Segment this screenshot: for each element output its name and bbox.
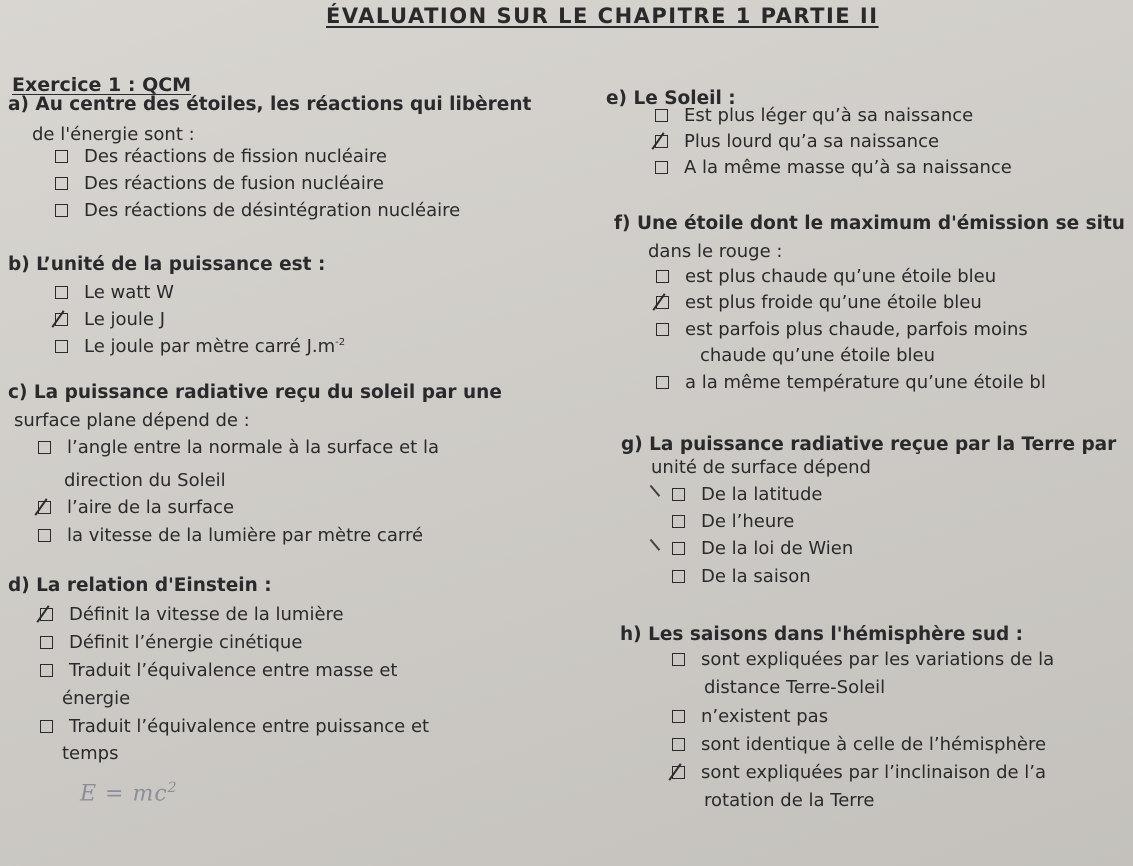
option-e2[interactable] bbox=[655, 131, 939, 152]
option-d2[interactable] bbox=[40, 632, 302, 653]
option-g1-label: De la latitude bbox=[701, 484, 823, 505]
checkbox-g2[interactable] bbox=[672, 515, 685, 528]
page-title: ÉVALUATION SUR LE CHAPITRE 1 PARTIE II bbox=[326, 4, 879, 28]
unit-exponent: -2 bbox=[335, 337, 346, 348]
option-f1-label: est plus chaude qu’une étoile bleu bbox=[685, 266, 997, 287]
option-h4-continued: rotation de la Terre bbox=[704, 790, 875, 811]
option-g3-label: De la loi de Wien bbox=[701, 538, 854, 559]
option-g2-label: De l’heure bbox=[701, 511, 795, 532]
handwritten-formula-exponent: 2 bbox=[167, 780, 178, 796]
checkbox-d1-checked[interactable] bbox=[40, 608, 53, 621]
option-d4[interactable] bbox=[40, 716, 429, 737]
checkbox-b2-checked[interactable] bbox=[55, 313, 68, 326]
option-c2-label: l’aire de la surface bbox=[67, 497, 235, 518]
checkbox-h4-checked[interactable] bbox=[672, 766, 685, 779]
checkbox-h3[interactable] bbox=[672, 738, 685, 751]
checkbox-b1[interactable] bbox=[55, 286, 68, 299]
option-f3-continued: chaude qu’une étoile bleu bbox=[700, 345, 935, 366]
option-f1[interactable] bbox=[656, 266, 996, 287]
option-b2[interactable] bbox=[55, 309, 165, 330]
option-e1-label: Est plus léger qu’à sa naissance bbox=[684, 105, 974, 126]
checkbox-g3[interactable] bbox=[672, 542, 685, 555]
option-f4-label: a la même température qu’une étoile bl bbox=[685, 372, 1046, 393]
checkbox-e3[interactable] bbox=[655, 161, 668, 174]
checkbox-h2[interactable] bbox=[672, 710, 685, 723]
handwritten-formula-base: E = mc bbox=[80, 781, 168, 807]
option-d1-label: Définit la vitesse de la lumière bbox=[69, 604, 344, 625]
question-g-line2: unité de surface dépend bbox=[651, 457, 871, 478]
checkbox-g1[interactable] bbox=[672, 488, 685, 501]
option-a2-label: Des réactions de fusion nucléaire bbox=[84, 173, 385, 194]
option-g1[interactable] bbox=[672, 484, 822, 505]
checkbox-d4[interactable] bbox=[40, 720, 53, 733]
checkbox-f1[interactable] bbox=[656, 270, 669, 283]
checkbox-a3[interactable] bbox=[55, 204, 68, 217]
option-e3[interactable] bbox=[655, 157, 1012, 178]
option-a2[interactable] bbox=[55, 173, 384, 194]
option-c1[interactable] bbox=[38, 437, 439, 458]
option-h3-label: sont identique à celle de l’hémisphère bbox=[701, 734, 1047, 755]
option-c2[interactable] bbox=[38, 497, 234, 518]
checkbox-b3[interactable] bbox=[55, 340, 68, 353]
option-c3[interactable] bbox=[38, 525, 423, 546]
option-d4-label: Traduit l’équivalence entre puissance et bbox=[69, 716, 430, 737]
checkbox-f4[interactable] bbox=[656, 376, 669, 389]
checkbox-g4[interactable] bbox=[672, 570, 685, 583]
option-b3[interactable] bbox=[55, 336, 345, 357]
option-e3-label: A la même masse qu’à sa naissance bbox=[684, 157, 1012, 178]
question-a-line2: de l'énergie sont : bbox=[32, 124, 195, 145]
option-f3-label: est parfois plus chaude, parfois moins bbox=[685, 319, 1028, 340]
option-h2[interactable] bbox=[672, 706, 828, 727]
question-g-line1: g) La puissance radiative reçue par la Terre par bbox=[621, 434, 1117, 455]
option-b2-label: Le joule J bbox=[84, 309, 166, 330]
option-a3[interactable] bbox=[55, 200, 460, 221]
option-g4[interactable] bbox=[672, 566, 811, 587]
question-f-line2: dans le rouge : bbox=[648, 241, 783, 262]
question-c-line1: c) La puissance radiative reçu du soleil par une bbox=[8, 382, 502, 403]
option-b1-label: Le watt W bbox=[84, 282, 174, 303]
question-e-line1: e) Le Soleil : bbox=[606, 88, 736, 109]
checkbox-f3[interactable] bbox=[656, 323, 669, 336]
checkbox-c3[interactable] bbox=[38, 529, 51, 542]
option-d2-label: Définit l’énergie cinétique bbox=[69, 632, 303, 653]
option-f4[interactable] bbox=[656, 372, 1046, 393]
exercise-title: Exercice 1 : QCM bbox=[12, 74, 192, 96]
option-h4-label: sont expliquées par l’inclinaison de l’a bbox=[701, 762, 1047, 783]
option-a1[interactable] bbox=[55, 146, 387, 167]
checkbox-e2-checked[interactable] bbox=[655, 135, 668, 148]
option-d1[interactable] bbox=[40, 604, 344, 625]
checkbox-e1[interactable] bbox=[655, 109, 668, 122]
option-g4-label: De la saison bbox=[701, 566, 811, 587]
option-h3[interactable] bbox=[672, 734, 1046, 755]
option-b3-label bbox=[84, 336, 345, 357]
checkbox-c1[interactable] bbox=[38, 441, 51, 454]
question-a-line1: a) Au centre des étoiles, les réactions qui libèrent bbox=[8, 94, 532, 115]
question-b-line1: b) L’unité de la puissance est : bbox=[8, 254, 326, 275]
checkbox-f2-checked[interactable] bbox=[656, 296, 669, 309]
option-h1-label: sont expliquées par les variations de la bbox=[701, 649, 1055, 670]
option-c1-continued: direction du Soleil bbox=[64, 470, 226, 491]
option-h1[interactable] bbox=[672, 649, 1054, 670]
checkbox-c2-checked[interactable] bbox=[38, 501, 51, 514]
option-f2[interactable] bbox=[656, 292, 982, 313]
option-e2-label: Plus lourd qu’a sa naissance bbox=[684, 131, 940, 152]
option-b1[interactable] bbox=[55, 282, 174, 303]
pencil-tick-mark bbox=[650, 539, 660, 551]
option-h4[interactable] bbox=[672, 762, 1046, 783]
option-g2[interactable] bbox=[672, 511, 794, 532]
option-g3[interactable] bbox=[672, 538, 853, 559]
checkbox-d2[interactable] bbox=[40, 636, 53, 649]
option-h1-continued: distance Terre-Soleil bbox=[704, 677, 886, 698]
option-f2-label: est plus froide qu’une étoile bleu bbox=[685, 292, 982, 313]
question-c-line2: surface plane dépend de : bbox=[14, 410, 250, 431]
option-d3-continued: énergie bbox=[62, 688, 131, 709]
option-f3[interactable] bbox=[656, 319, 1028, 340]
option-e1[interactable] bbox=[655, 105, 973, 126]
option-a3-label: Des réactions de désintégration nucléaire bbox=[84, 200, 461, 221]
checkbox-a1[interactable] bbox=[55, 150, 68, 163]
option-c3-label: la vitesse de la lumière par mètre carré bbox=[67, 525, 424, 546]
option-d3-label: Traduit l’équivalence entre masse et bbox=[69, 660, 398, 681]
checkbox-h1[interactable] bbox=[672, 653, 685, 666]
option-h2-label: n’existent pas bbox=[701, 706, 829, 727]
checkbox-d3[interactable] bbox=[40, 664, 53, 677]
option-b3-text: Le joule par mètre carré J.m bbox=[84, 336, 336, 357]
checkbox-a2[interactable] bbox=[55, 177, 68, 190]
option-a1-label: Des réactions de fission nucléaire bbox=[84, 146, 387, 167]
option-d4-continued: temps bbox=[62, 743, 119, 764]
handwritten-formula bbox=[80, 780, 178, 806]
question-d-line1: d) La relation d'Einstein : bbox=[8, 575, 272, 596]
option-d3[interactable] bbox=[40, 660, 397, 681]
pencil-tick-mark bbox=[650, 485, 660, 497]
option-c1-label: l’angle entre la normale à la surface et la bbox=[67, 437, 439, 458]
question-f-line1: f) Une étoile dont le maximum d'émission se situ bbox=[614, 213, 1125, 234]
question-h-line1: h) Les saisons dans l'hémisphère sud : bbox=[620, 624, 1024, 645]
